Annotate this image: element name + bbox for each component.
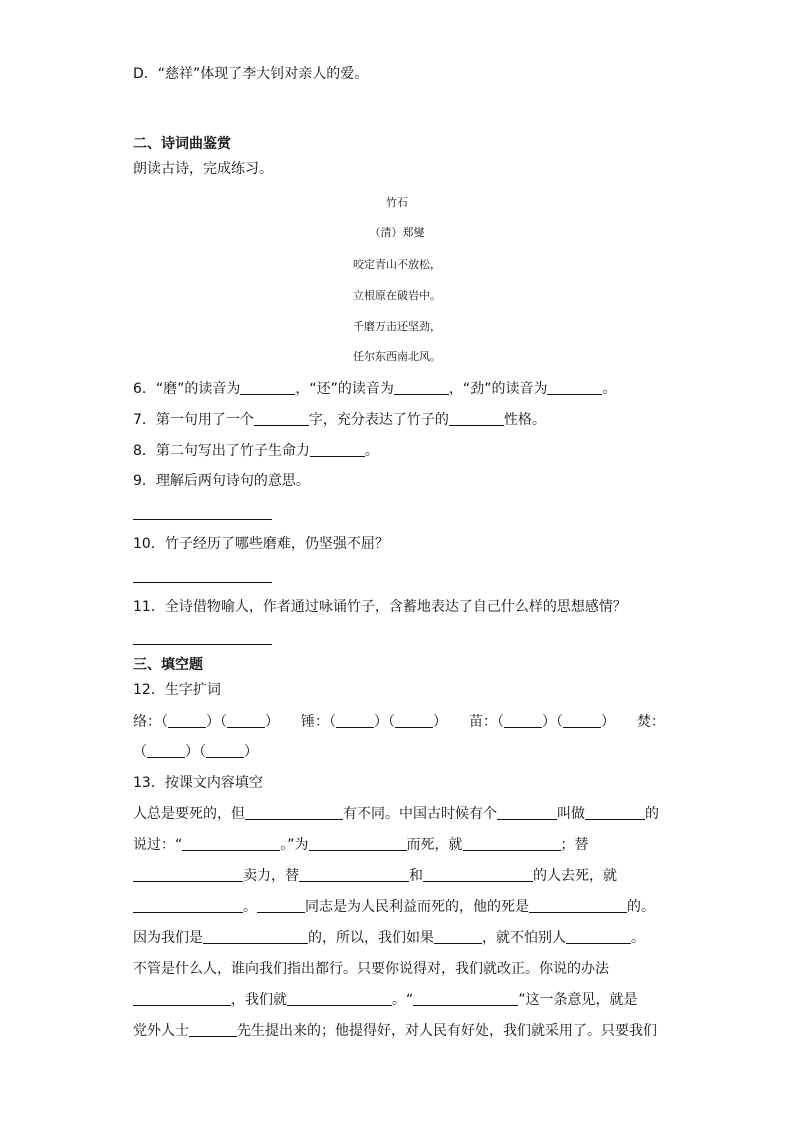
question-12-row-2: （ ）（ ） bbox=[133, 744, 258, 760]
question-13-line-2: 说过：“ 。”为 而死，就 ；替 bbox=[133, 837, 589, 853]
answer-blank[interactable] bbox=[245, 804, 343, 820]
answer-blank[interactable] bbox=[449, 410, 504, 426]
section-3-heading: 三、填空题 bbox=[133, 657, 203, 673]
answer-blank[interactable] bbox=[413, 990, 518, 1006]
answer-blank[interactable] bbox=[423, 866, 533, 882]
question-13-line-3: 卖力，替 和 的人去死，就 bbox=[133, 866, 617, 886]
section-2-instruction: 朗读古诗，完成练习。 bbox=[133, 161, 273, 177]
answer-blank[interactable] bbox=[463, 835, 561, 851]
answer-blank[interactable] bbox=[563, 712, 601, 728]
poem-title: 竹石 bbox=[386, 196, 408, 209]
question-13-line-6: 不管是什么人，谁向我们指出都行。只要你说得对，我们就改正。你说的办法 bbox=[133, 961, 609, 977]
answer-blank[interactable] bbox=[168, 712, 206, 728]
answer-blank[interactable] bbox=[240, 379, 295, 395]
answer-blank[interactable] bbox=[434, 928, 482, 944]
poem-line-2: 立根原在破岩中。 bbox=[353, 289, 441, 302]
answer-blank[interactable] bbox=[254, 410, 309, 426]
question-13-line-1: 人总是要死的，但 有不同。中国古时候有个 叫做 的 bbox=[133, 806, 659, 822]
question-12-title: 12．生字扩词 bbox=[133, 682, 221, 698]
section-2-heading: 二、诗词曲鉴赏 bbox=[133, 136, 231, 152]
question-13-line-5: 因为我们是 的，所以，我们如果 ，就不怕别人 。 bbox=[133, 930, 645, 946]
answer-blank[interactable] bbox=[529, 897, 627, 913]
question-11: 11．全诗借物喻人，作者通过咏诵竹子，含蓄地表达了自己什么样的思想感情？ bbox=[133, 599, 627, 615]
answer-blank[interactable] bbox=[336, 712, 374, 728]
answer-blank[interactable] bbox=[504, 712, 542, 728]
question-6: 6．“磨”的读音为 ，“还”的读音为 ，“劲”的读音为 。 bbox=[133, 381, 617, 397]
answer-blank[interactable] bbox=[310, 441, 365, 457]
answer-blank[interactable] bbox=[203, 928, 308, 944]
question-13-title: 13．按课文内容填空 bbox=[133, 775, 263, 791]
answer-blank[interactable] bbox=[309, 835, 407, 851]
answer-blank[interactable] bbox=[547, 379, 602, 395]
answer-blank[interactable] bbox=[206, 742, 244, 758]
answer-blank[interactable] bbox=[227, 712, 265, 728]
question-13-line-8: 党外人士 先生提出来的；他提得好，对人民有好处，我们就采用了。只要我们 bbox=[133, 1023, 657, 1039]
poem-line-1: 咬定青山不放松， bbox=[353, 258, 441, 271]
option-d: D．“慈祥”体现了李大钊对亲人的爱。 bbox=[133, 66, 369, 82]
question-10: 10．竹子经历了哪些磨难，仍坚强不屈？ bbox=[133, 536, 389, 552]
answer-blank[interactable] bbox=[257, 897, 305, 913]
answer-blank[interactable] bbox=[299, 866, 409, 882]
poem-line-4: 任尔东西南北风。 bbox=[353, 350, 441, 363]
answer-line[interactable] bbox=[133, 644, 272, 645]
answer-blank[interactable] bbox=[182, 835, 280, 851]
answer-blank[interactable] bbox=[585, 804, 645, 820]
question-8: 8．第二句写出了竹子生命力 。 bbox=[133, 443, 379, 459]
poem-author: （清）郑燮 bbox=[369, 226, 425, 239]
answer-blank[interactable] bbox=[497, 804, 557, 820]
answer-line[interactable] bbox=[133, 519, 272, 520]
poem-line-3: 千磨万击还坚劲， bbox=[353, 320, 441, 333]
answer-blank[interactable] bbox=[147, 742, 185, 758]
answer-blank[interactable] bbox=[133, 897, 243, 913]
question-7: 7．第一句用了一个 字，充分表达了竹子的 性格。 bbox=[133, 412, 546, 428]
question-13-line-4: 。 同志是为人民利益而死的，他的死是 的。 bbox=[133, 897, 655, 917]
question-9: 9．理解后两句诗句的意思。 bbox=[133, 473, 310, 489]
answer-line[interactable] bbox=[133, 582, 272, 583]
answer-blank[interactable] bbox=[566, 928, 631, 944]
answer-blank[interactable] bbox=[395, 712, 433, 728]
question-13-line-7: ，我们就 。“ ”这一条意见，就是 bbox=[133, 990, 638, 1010]
answer-blank[interactable] bbox=[189, 1021, 237, 1037]
answer-blank[interactable] bbox=[133, 866, 243, 882]
answer-blank[interactable] bbox=[287, 990, 392, 1006]
question-12-row-1: 络：（ ）（ ） 锤：（ ）（ ） 苗：（ ）（ ） 焚： bbox=[133, 714, 665, 730]
answer-blank[interactable] bbox=[133, 990, 231, 1006]
answer-blank[interactable] bbox=[394, 379, 449, 395]
